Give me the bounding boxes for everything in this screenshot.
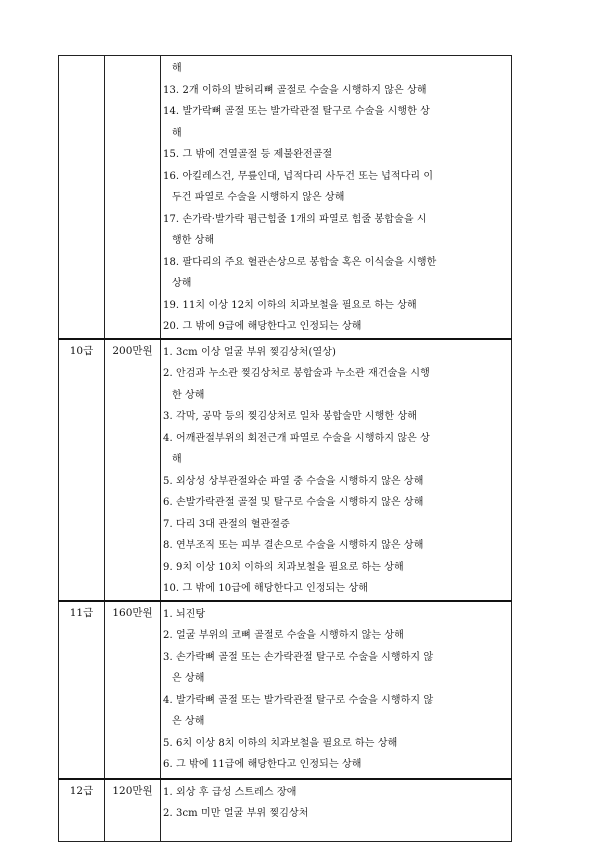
injury-item: 4. 발가락뼈 골절 또는 발가락관절 탈구로 수술을 시행하지 않 — [163, 694, 434, 706]
table-row — [59, 56, 512, 339]
injury-item: 9. 9치 이상 10치 이하의 치과보철을 필요로 하는 상해 — [163, 561, 404, 573]
injury-item: 5. 외상성 상부관절와순 파열 중 수술을 시행하지 않은 상해 — [163, 475, 424, 487]
injury-item-continuation: 해 — [172, 63, 182, 74]
amount-cell — [105, 56, 161, 339]
injury-item: 2. 3cm 미만 얼굴 부위 찢김상처 — [163, 808, 309, 819]
injury-item: 15. 그 밖에 견열골절 등 제불완전골절 — [163, 149, 333, 160]
amount-cell: 120만원 — [105, 779, 161, 842]
injury-item: 1. 외상 후 급성 스트레스 장애 — [163, 786, 297, 798]
injury-item: 6. 그 밖에 11급에 해당한다고 인정되는 상해 — [163, 759, 362, 770]
injury-item: 2. 얼굴 부위의 코뼈 골절로 수술을 시행하지 않는 상해 — [163, 630, 404, 641]
injury-item-continuation: 은 상해 — [172, 673, 205, 684]
injury-item: 7. 다리 3대 관절의 혈관절증 — [163, 518, 290, 530]
injury-item: 17. 손가락·발가락 폄근힘줄 1개의 파열로 힘줄 봉합술을 시 — [163, 213, 427, 225]
injury-item: 8. 연부조직 또는 피부 결손으로 수술을 시행하지 않은 상해 — [163, 540, 424, 551]
injury-item: 3. 손가락뼈 골절 또는 손가락관절 탈구로 수술을 시행하지 않 — [163, 651, 434, 663]
grade-cell: 10급 — [59, 339, 105, 601]
injury-item: 18. 팔다리의 주요 혈관손상으로 봉합술 혹은 이식술을 시행한 — [163, 256, 437, 268]
injury-item: 3. 각막, 공막 등의 찢김상처로 일차 봉합술만 시행한 상해 — [163, 411, 417, 422]
injury-item: 4. 어깨관절부위의 회전근개 파열로 수술을 시행하지 않은 상 — [163, 432, 430, 444]
injury-list-cell — [161, 779, 512, 842]
grade-cell: 11급 — [59, 601, 105, 779]
injury-item: 10. 그 밖에 10급에 해당한다고 인정되는 상해 — [163, 583, 368, 594]
injury-item-continuation: 해 — [172, 127, 182, 139]
injury-item: 20. 그 밖에 9급에 해당한다고 인정되는 상해 — [163, 321, 362, 332]
injury-item-continuation: 해 — [172, 454, 182, 465]
injury-item: 13. 2개 이하의 발허리뼈 골절로 수술을 시행하지 않은 상해 — [163, 84, 427, 96]
injury-item: 1. 뇌진탕 — [163, 608, 206, 620]
injury-item: 2. 안검과 누소관 찢김상처로 봉합술과 누소관 재건술을 시행 — [163, 368, 430, 379]
injury-item-continuation: 행한 상해 — [172, 235, 215, 246]
injury-item: 19. 11치 이상 12치 이하의 치과보철을 필요로 하는 상해 — [163, 299, 417, 311]
injury-list-cell — [161, 339, 512, 601]
injury-list-cell — [161, 601, 512, 779]
table-row — [59, 601, 512, 779]
grade-cell: 12급 — [59, 779, 105, 842]
injury-item: 6. 손발가락관절 골절 및 탈구로 수술을 시행하지 않은 상해 — [163, 497, 424, 508]
injury-item-continuation: 은 상해 — [172, 716, 205, 727]
injury-item-continuation: 두건 파열로 수술을 시행하지 않은 상해 — [172, 192, 345, 203]
injury-item: 5. 6치 이상 8치 이하의 치과보철을 필요로 하는 상해 — [163, 737, 398, 749]
injury-list-cell — [161, 56, 512, 339]
injury-item-continuation: 한 상해 — [172, 389, 205, 401]
amount-cell: 200만원 — [105, 339, 161, 601]
amount-cell: 160만원 — [105, 601, 161, 779]
injury-item: 1. 3cm 이상 얼굴 부위 찢김상처(열상) — [163, 346, 337, 358]
table-row — [59, 339, 512, 601]
grade-cell — [59, 56, 105, 339]
table-row — [59, 779, 512, 842]
injury-item: 16. 아킬레스건, 무릎인대, 넙적다리 사두건 또는 넙적다리 이 — [163, 170, 434, 182]
injury-grade-table — [58, 55, 512, 842]
injury-item: 14. 발가락뼈 골절 또는 발가락관절 탈구로 수술을 시행한 상 — [163, 106, 430, 117]
injury-item-continuation: 상해 — [172, 278, 192, 289]
